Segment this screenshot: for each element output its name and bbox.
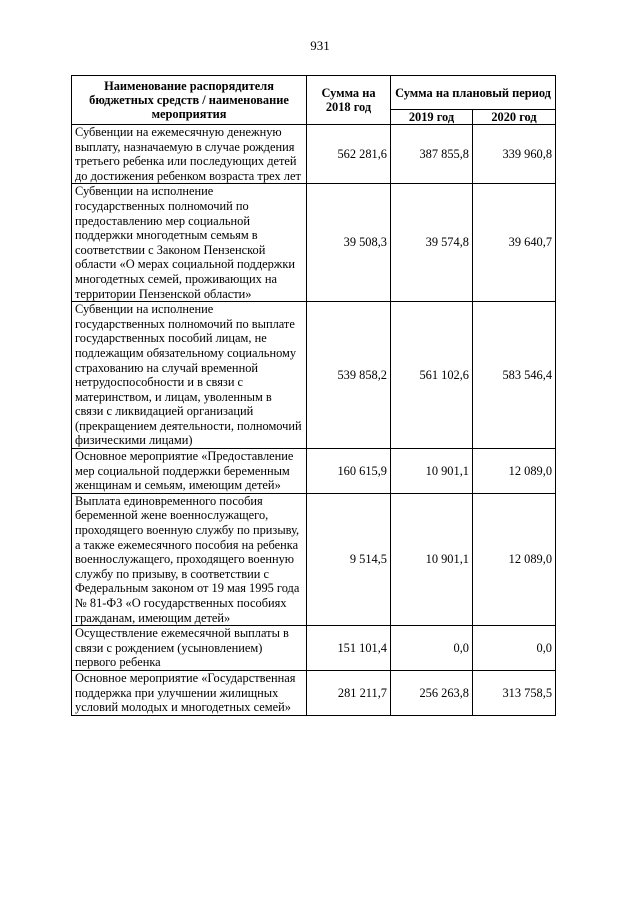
row-value-2018: 562 281,6	[307, 125, 391, 184]
row-name: Основное мероприятие «Предоставление мер социальной поддержки беременным женщинам и семьям, имеющим детей»	[72, 449, 307, 494]
row-value-2018: 9 514,5	[307, 493, 391, 625]
row-value-2020: 583 546,4	[473, 302, 556, 449]
row-value-2020: 12 089,0	[473, 493, 556, 625]
row-value-2018: 39 508,3	[307, 184, 391, 302]
row-value-2019: 10 901,1	[391, 493, 473, 625]
page-number: 931	[310, 38, 330, 53]
row-name: Субвенции на ежемесячную денежную выплату, назначаемую в случае рождения третьего ребенка или последующих детей до достижения ребенком возраста трех лет	[72, 125, 307, 184]
row-name: Осуществление ежемесячной выплаты в связи с рождением (усыновлением) первого ребенка	[72, 626, 307, 671]
table-row	[72, 184, 556, 302]
row-value-2020: 39 640,7	[473, 184, 556, 302]
row-value-2019: 39 574,8	[391, 184, 473, 302]
row-value-2020: 12 089,0	[473, 449, 556, 494]
row-value-2018: 151 101,4	[307, 626, 391, 671]
row-value-2019: 561 102,6	[391, 302, 473, 449]
row-value-2018: 539 858,2	[307, 302, 391, 449]
row-name: Выплата единовременного пособия беременной жене военнослужащего, проходящего военную службу по призыву, а также ежемесячного пособия на ребенка военнослужащего, проходящего военную службу по призыву, в соответствии с Федеральным законом от 19 мая 1995 года № 81-ФЗ «О государственных пособиях гражданам, имеющим детей»	[72, 493, 307, 625]
row-value-2019: 256 263,8	[391, 670, 473, 715]
row-value-2018: 281 211,7	[307, 670, 391, 715]
budget-table	[71, 75, 556, 716]
header-name-column: Наименование распорядителя бюджетных средств / наименование мероприятия	[72, 76, 307, 125]
header-year-2020: 2020 год	[473, 110, 556, 125]
table-row	[72, 670, 556, 715]
table-row	[72, 302, 556, 449]
header-year-2019: 2019 год	[391, 110, 473, 125]
table-row	[72, 125, 556, 184]
row-name: Субвенции на исполнение государственных полномочий по предоставлению мер социальной поддержки многодетным семьям в соответствии с Законом Пензенской области «О мерах социальной поддержки многодетных семей, проживающих на территории Пензенской области»	[72, 184, 307, 302]
table-row	[72, 626, 556, 671]
header-sum-2018: Сумма на 2018 год	[307, 76, 391, 125]
row-name: Субвенции на исполнение государственных полномочий по выплате государственных пособий лицам, не подлежащим обязательному социальному страхованию на случай временной нетрудоспособности и в связи с материнством, и лицам, уволенным в связи с ликвидацией организаций (прекращением деятельности, полномочий физическими лицами)	[72, 302, 307, 449]
row-value-2020: 313 758,5	[473, 670, 556, 715]
table-row	[72, 493, 556, 625]
row-value-2019: 0,0	[391, 626, 473, 671]
row-value-2018: 160 615,9	[307, 449, 391, 494]
table-row	[72, 449, 556, 494]
row-value-2019: 387 855,8	[391, 125, 473, 184]
row-name: Основное мероприятие «Государственная поддержка при улучшении жилищных условий молодых и многодетных семей»	[72, 670, 307, 715]
row-value-2020: 339 960,8	[473, 125, 556, 184]
header-planned-period: Сумма на плановый период	[391, 76, 556, 110]
row-value-2019: 10 901,1	[391, 449, 473, 494]
row-value-2020: 0,0	[473, 626, 556, 671]
